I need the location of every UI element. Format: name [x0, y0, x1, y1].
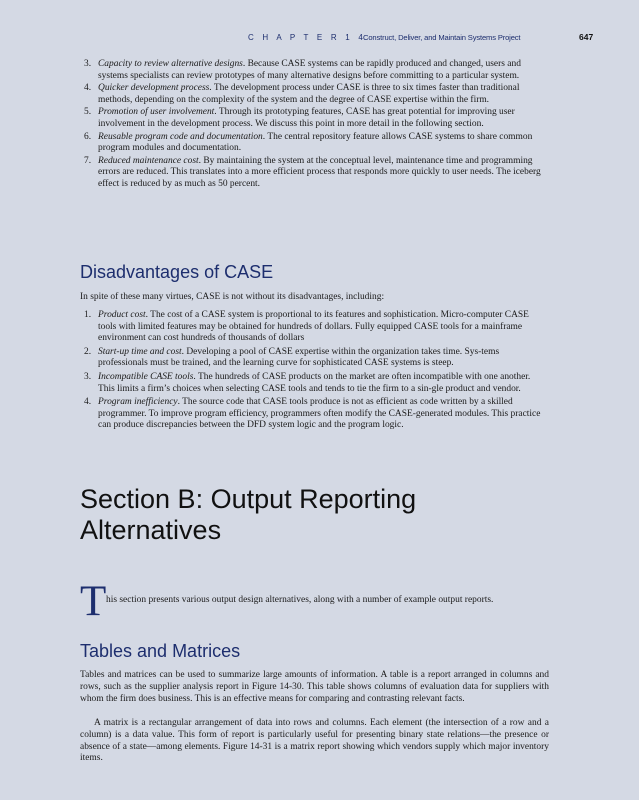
item-term: Incompatible CASE tools	[98, 371, 194, 382]
running-header	[0, 31, 639, 45]
list-item	[80, 397, 548, 432]
advantages-list	[80, 59, 548, 192]
item-text: . Through its prototyping features, CASE has great potential for improving user involvement in the development process. We discuss this point in more detail in the following section.	[98, 107, 515, 129]
item-number: 3.	[84, 59, 92, 69]
item-text: . The development process under CASE is three to six times faster than traditional methods, depending on the complexity of the system and the degree of CASE expertise within the firm.	[98, 83, 520, 105]
item-number: 3.	[84, 371, 92, 382]
item-text: . The central repository feature allows CASE systems to share common program modules and documentation.	[98, 131, 533, 154]
item-text: . The hundreds of CASE products on the market are often incompatible with one another. This limits a firm’s choices when selecting CASE tools and tends to tie the firm to a sin-gle product and vendor.	[98, 371, 531, 394]
item-number: 2.	[84, 346, 92, 357]
page-number: 647	[579, 32, 594, 42]
item-number: 4.	[84, 83, 92, 94]
list-item	[80, 156, 548, 191]
item-number: 6.	[84, 131, 92, 142]
chapter-title: Construct, Deliver, and Maintain Systems Project	[363, 33, 521, 42]
item-text: . By maintaining the system at the conceptual level, maintenance time and programming errors are reduced. This translates into a more efficient process that responds more quickly to user needs. The iceberg effect is reduced by as much as 50 percent.	[98, 155, 541, 189]
list-item	[80, 83, 548, 106]
item-term: Product cost	[98, 310, 146, 320]
item-term: Capacity to review alternative designs	[98, 59, 243, 69]
item-text: . Developing a pool of CASE expertise within the organization takes time. Sys-tems professionals must be trained, and the learning curve for sophisticated CASE systems is steep.	[98, 346, 500, 369]
list-item	[80, 372, 548, 395]
chapter-label: C H A P T E R 1 4	[248, 33, 366, 42]
list-item	[80, 107, 548, 130]
list-item	[80, 132, 548, 155]
item-number: 4.	[84, 397, 92, 408]
tables-paragraph-2: A matrix is a rectangular arrangement of data into rows and columns. Each element (the intersection of a row and a column) is a data value. This form of report is particularly useful for presenting binary state relations—the presence or absence of a state—among elements. Figure 14-31 is a matrix report showing which vendors supply which major inventory items.	[80, 718, 549, 764]
section-heading: Section B: Output Reporting Alternatives	[80, 484, 417, 545]
item-term: Quicker development process	[98, 83, 210, 94]
item-term: Reduced maintenance cost	[98, 155, 199, 166]
list-item	[80, 310, 548, 345]
item-term: Promotion of user involvement	[98, 107, 215, 118]
section-intro: his section presents various output design alternatives, along with a number of example output reports.	[106, 595, 494, 605]
item-number: 7.	[84, 155, 92, 166]
tables-paragraph-1: Tables and matrices can be used to summarize large amounts of information. A table is a report arranged in columns and rows, such as the supplier analysis report in Figure 14-30. This table shows columns of evaluation data for suppliers with whom the firm does business. This is an effective means for comparing and contrasting relevant facts.	[80, 670, 549, 704]
item-number: 5.	[84, 107, 92, 118]
disadvantages-list	[80, 310, 548, 434]
item-text: . The cost of a CASE system is proportional to its features and sophistication. Micro-computer CASE tools with limited features may be obtained for hundreds of dollars. Fully equipped CASE tools for a mainframe environment can cost hundreds of thousands of dollars	[98, 310, 529, 344]
drop-cap: T	[80, 578, 107, 625]
item-text: . Because CASE systems can be rapidly produced and changed, users and systems specialists can review prototypes of many alternative designs before committing to a particular system.	[98, 59, 521, 81]
item-text: . The source code that CASE tools produce is not as efficient as code written by a skilled programmer. To improve program efficiency, programmers often modify the CASE-generated modules. This practice can produce discrepancies between the DFD system logic and the program logic.	[98, 397, 541, 431]
item-term: Start-up time and cost	[98, 346, 182, 357]
disadvantages-heading: Disadvantages of CASE	[80, 262, 274, 282]
item-term: Program inefficiency	[98, 397, 178, 408]
disadvantages-intro: In spite of these many virtues, CASE is not without its disadvantages, including:	[80, 292, 385, 302]
list-item	[80, 59, 548, 82]
item-number: 1.	[84, 310, 92, 320]
tables-heading: Tables and Matrices	[80, 641, 241, 661]
item-term: Reusable program code and documentation	[98, 131, 263, 142]
list-item	[80, 347, 548, 370]
